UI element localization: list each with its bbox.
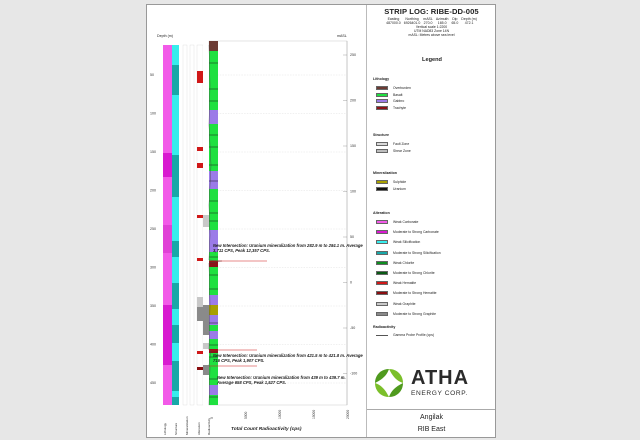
footer-area: RIB East xyxy=(417,426,446,433)
masl-tick-label: 200 xyxy=(350,98,356,103)
legend-radioactivity-label: Gamma Probe Profile (cps) xyxy=(393,333,435,337)
masl-tick-label: 100 xyxy=(350,189,356,194)
legend-mineralization-swatch xyxy=(376,187,388,191)
legend-alteration-label: Moderate to Strong Carbonate xyxy=(393,230,439,235)
logo-wordmark: ATHA xyxy=(411,367,470,389)
legend-radioactivity-title: Radioactivity xyxy=(373,325,396,329)
masl-tick-label: 150 xyxy=(350,144,356,149)
legend-title: Legend xyxy=(422,57,442,63)
legend-radioactivity-item xyxy=(376,333,434,337)
info-panel xyxy=(366,5,496,438)
legend-lithology-label: Basalt xyxy=(393,92,403,97)
column-label-radioactivity: Radioactivity xyxy=(207,417,211,435)
masl-tick-label: 50 xyxy=(350,235,354,240)
atha-logo xyxy=(371,363,491,403)
legend-structure-label: Shear Zone xyxy=(393,148,411,153)
cps-tick-label: 15000 xyxy=(312,409,316,419)
legend-lithology-swatch xyxy=(376,93,388,97)
legend-mineralization-item xyxy=(376,187,406,191)
legend-alteration-swatch xyxy=(376,261,388,265)
legend-lithology-swatch xyxy=(376,99,388,103)
column-label-lithology: Lithology xyxy=(163,422,167,435)
collar-dip: Dip 65.0 xyxy=(451,17,459,26)
header-block xyxy=(367,7,496,37)
legend-alteration-item xyxy=(376,230,439,234)
strip-log-title: STRIP LOG: RIBE-DD-005 xyxy=(384,7,479,16)
legend-alteration-label: Weak Silicification xyxy=(393,240,421,245)
legend-alteration-label: Moderate to Strong Hematite xyxy=(393,291,437,296)
masl-ticks xyxy=(343,53,357,376)
legend-alteration-label: Weak Graphite xyxy=(393,301,416,306)
collar-info-grid xyxy=(367,17,496,25)
masl-tick-label: -100 xyxy=(350,371,358,376)
cps-tick-label: 0 xyxy=(210,417,214,419)
collar-easting: Easting 487000.0 xyxy=(386,17,401,26)
cps-axis-title: Total Count Radioactivity (cps) xyxy=(231,427,302,432)
column-lithology xyxy=(209,41,218,405)
legend-structure-item xyxy=(376,142,409,146)
depth-tick-label: 300 xyxy=(150,265,156,270)
legend-alteration-swatch xyxy=(376,271,388,275)
depth-axis-title: Depth (m) xyxy=(157,34,173,38)
depth-tick-label: 400 xyxy=(150,342,156,347)
strip-log-sheet xyxy=(146,4,496,438)
footer-project: Angilak xyxy=(420,414,443,421)
legend-lithology-swatch xyxy=(376,86,388,90)
annotation-intersection-3: New Intersection: Uranium mineralization from 439 m to 439.7 m. Average 658 CPS, Peak 1,527 CPS. xyxy=(217,375,346,385)
radioactivity-frame xyxy=(209,41,347,405)
legend-mineralization-title: Mineralization xyxy=(373,171,397,175)
cps-tick-label: 20000 xyxy=(346,409,350,419)
legend-alteration-swatch xyxy=(376,302,388,306)
cps-tick-label: 5000 xyxy=(244,411,248,419)
legend-lithology-label: Overburden xyxy=(393,86,411,90)
logo-tagline: ENERGY CORP. xyxy=(411,390,468,397)
legend-alteration-swatch xyxy=(376,220,388,224)
cps-tick-label: 10000 xyxy=(278,409,282,419)
collar-depth: Depth (m) 472.1 xyxy=(461,17,477,26)
legend-lithology-item xyxy=(376,93,402,97)
column-mineralization xyxy=(197,45,203,405)
legend-mineralization-label: Uranium xyxy=(393,186,406,191)
legend-structure-title: Structure xyxy=(373,133,389,137)
collar-masl: mASL 270.0 xyxy=(423,17,433,26)
column-silicification xyxy=(172,45,179,405)
legend-alteration-swatch xyxy=(376,291,388,295)
legend-alteration-item xyxy=(376,220,418,224)
legend-structure-item xyxy=(376,149,411,153)
depth-tick-label: 250 xyxy=(150,227,156,232)
column-label-structure: Structure xyxy=(174,422,178,435)
legend-alteration-item xyxy=(376,271,435,275)
legend-alteration-item xyxy=(376,281,416,285)
legend-lithology-title: Lithology xyxy=(373,77,390,81)
legend-alteration-label: Moderate to Strong Chlorite xyxy=(393,271,435,275)
column-label-mineralization: Mineralization xyxy=(185,416,189,435)
legend-lithology-item xyxy=(376,106,406,110)
depth-tick-label: 150 xyxy=(150,150,156,155)
legend-alteration-label: Moderate to Strong Graphite xyxy=(393,311,436,316)
footer-divider xyxy=(367,409,496,410)
legend-alteration-item xyxy=(376,302,416,306)
legend-lithology-item xyxy=(376,99,404,103)
strip-log-plot xyxy=(147,5,365,438)
legend-alteration-swatch xyxy=(376,312,388,316)
masl-tick-label: 0 xyxy=(350,280,352,285)
legend-alteration-swatch xyxy=(376,230,388,234)
vertical-scale: Vertical scale 1:2200 xyxy=(415,25,448,30)
legend-mineralization-label: Sulphide xyxy=(393,180,407,184)
strip-log-svg xyxy=(147,5,365,438)
legend-structure-swatch xyxy=(376,149,388,153)
depth-tick-label: 450 xyxy=(150,381,156,386)
legend-alteration-title: Alteration xyxy=(373,211,390,215)
legend-alteration-label: Weak Hematite xyxy=(393,281,417,286)
masl-axis-title: mASL xyxy=(337,34,347,38)
legend-alteration-swatch xyxy=(376,281,388,285)
legend-alteration-swatch xyxy=(376,240,388,244)
cps-ticks xyxy=(210,410,350,419)
legend-lithology-label: Gabbro xyxy=(393,99,405,103)
column-label-alteration: Alteration xyxy=(197,422,201,435)
legend-mineralization-item xyxy=(376,180,406,184)
legend-alteration-label: Weak Chlorite xyxy=(393,260,415,265)
collar-azimuth: Azimuth 165.0 xyxy=(435,17,449,26)
column-carbonate xyxy=(163,45,172,405)
column-structure xyxy=(183,45,194,405)
legend-alteration-item xyxy=(376,312,436,316)
legend-alteration-item xyxy=(376,291,437,295)
masl-note: mASL: Metres above sea level xyxy=(408,33,455,38)
legend-alteration-item xyxy=(376,251,441,255)
annotation-intersection-2: New Intersection: Uranium mineralization from 421.5 m to 421.8 m. Average 716 CPS, Peak 1,907 CPS. xyxy=(213,353,363,363)
legend-alteration-item xyxy=(376,240,420,244)
depth-ticks xyxy=(150,73,156,385)
collar-northing: Northing 6926401.0 xyxy=(403,17,421,26)
legend-alteration-label: Moderate to Strong Silicification xyxy=(393,250,441,255)
annotation-intersection-1: New Intersection: Uranium mineralization from 282.9 m to 284.1 m. Average 3,711 CPS, Peak 12,357 CPS. xyxy=(213,243,363,253)
legend-mineralization-swatch xyxy=(376,180,388,184)
legend-lithology-swatch xyxy=(376,106,388,110)
masl-tick-label: 250 xyxy=(350,53,356,58)
crs-note: UTM NAD83 Zone 14N xyxy=(413,29,450,34)
legend-radioactivity-swatch xyxy=(376,335,388,336)
legend-lithology-item xyxy=(376,86,411,90)
legend-alteration-swatch xyxy=(376,251,388,255)
gridlines xyxy=(209,75,347,383)
depth-tick-label: 50 xyxy=(150,73,154,78)
depth-tick-label: 100 xyxy=(150,111,156,116)
legend-structure-label: Fault Zone xyxy=(393,142,410,146)
masl-tick-label: -50 xyxy=(350,326,356,331)
depth-tick-label: 200 xyxy=(150,188,156,193)
legend-alteration-label: Weak Carbonate xyxy=(393,220,419,224)
legend-alteration-item xyxy=(376,261,414,265)
column-graphite xyxy=(203,45,209,405)
legend-structure-swatch xyxy=(376,142,388,146)
legend-lithology-label: Trachyte xyxy=(393,105,407,110)
depth-tick-label: 350 xyxy=(150,304,156,309)
